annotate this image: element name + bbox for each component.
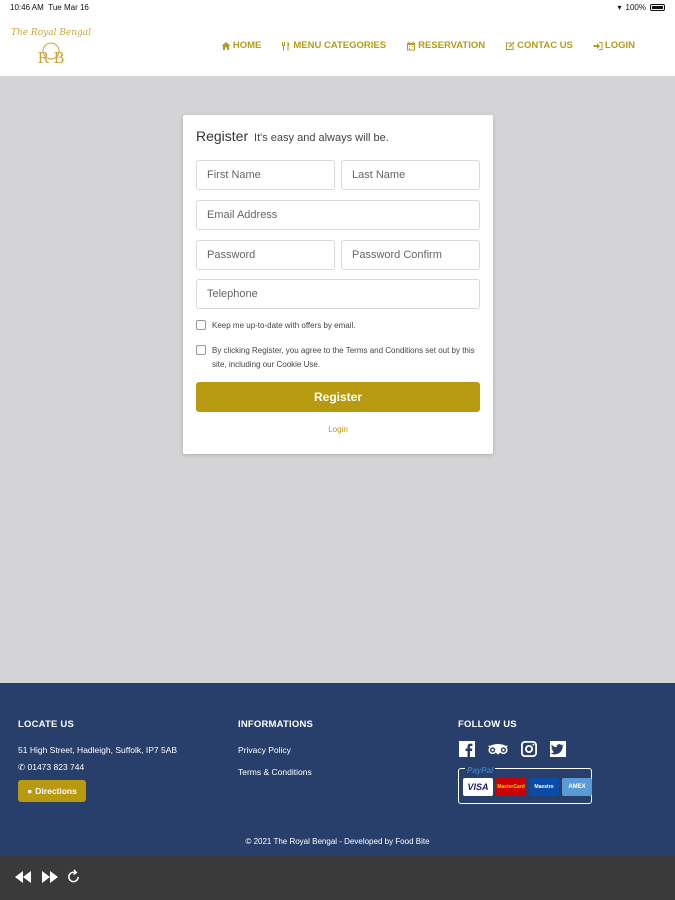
browser-toolbar (0, 855, 675, 900)
phone-icon: ✆ (18, 762, 26, 772)
maestro-icon: Maestro (529, 778, 559, 796)
home-icon (221, 41, 231, 51)
facebook-icon[interactable] (458, 740, 476, 758)
status-bar (0, 0, 675, 16)
last-name-field[interactable]: Last Name (341, 160, 480, 190)
phone-line (18, 759, 177, 776)
telephone-field[interactable]: Telephone (196, 279, 480, 309)
logo[interactable] (10, 22, 92, 72)
nav-menu-categories[interactable]: MENU CATEGORIES (281, 40, 386, 51)
directions-button[interactable]: ● Directions (18, 780, 86, 802)
register-card (183, 115, 493, 454)
social-links (458, 740, 592, 758)
site-header (0, 16, 675, 76)
reload-icon (66, 868, 81, 884)
calendar-icon (406, 41, 416, 51)
address-text: 51 High Street, Hadleigh, Suffolk, IP7 5AB (18, 745, 178, 755)
rewind-icon (14, 869, 32, 885)
fast-forward-icon (41, 869, 59, 885)
nav-reservation[interactable]: RESERVATION (406, 40, 485, 51)
paypal-logo: PayPal (467, 766, 494, 775)
map-marker-icon: ● (27, 786, 33, 796)
offers-checkbox[interactable] (196, 320, 206, 330)
phone-number[interactable]: 01473 823 744 (27, 762, 85, 772)
forward-button[interactable] (41, 869, 59, 890)
reload-button[interactable] (66, 868, 81, 889)
terms-option (196, 344, 480, 372)
wifi-icon: ▾ (617, 3, 622, 12)
battery-icon (650, 4, 665, 11)
follow-us-section (458, 719, 592, 804)
informations-title: INFORMATIONS (238, 719, 314, 730)
offers-option (196, 319, 480, 333)
main-nav (221, 40, 635, 51)
nav-contact-us[interactable]: CONTAC US (505, 40, 573, 51)
privacy-policy-link[interactable]: Privacy Policy (238, 745, 291, 755)
password-confirm-field[interactable]: Password Confirm (341, 240, 480, 270)
email-field[interactable]: Email Address (196, 200, 480, 230)
login-link[interactable]: Login (328, 425, 348, 434)
back-button[interactable] (14, 869, 32, 890)
twitter-icon[interactable] (549, 740, 567, 758)
amex-icon: AMEX (562, 778, 592, 796)
site-footer (0, 683, 675, 855)
follow-us-title: FOLLOW US (458, 719, 517, 730)
first-name-field[interactable]: First Name (196, 160, 335, 190)
register-heading: Register It's easy and always will be. (196, 128, 389, 144)
terms-conditions-link[interactable]: Terms & Conditions (238, 767, 312, 777)
visa-card-icon: VISA (463, 778, 493, 796)
sign-in-icon (593, 41, 603, 51)
offers-label: Keep me up-to-date with offers by email. (212, 321, 356, 330)
battery-percent: 100% (625, 3, 646, 12)
svg-text:The Royal Bengal: The Royal Bengal (10, 28, 92, 38)
terms-label: By clicking Register, you agree to the Terms and Conditions set out by this site, including our Cookie Use. (212, 346, 475, 369)
register-subtitle: It's easy and always will be. (254, 132, 389, 144)
edit-icon (505, 41, 515, 51)
nav-login[interactable]: LOGIN (593, 40, 635, 51)
terms-checkbox[interactable] (196, 345, 206, 355)
password-field[interactable]: Password (196, 240, 335, 270)
mastercard-icon: MasterCard (496, 778, 526, 796)
locate-us-section (18, 719, 177, 802)
status-time: 10:46 AM Tue Mar 16 (10, 3, 89, 12)
instagram-icon[interactable] (520, 740, 538, 758)
tripadvisor-icon[interactable] (487, 740, 509, 758)
locate-us-title: LOCATE US (18, 719, 74, 730)
register-button[interactable]: Register (196, 382, 480, 412)
payment-methods (458, 768, 592, 804)
utensils-icon (281, 41, 291, 51)
nav-home[interactable]: HOME (221, 40, 262, 51)
informations-section (238, 719, 313, 781)
svg-text:R B: R B (37, 49, 65, 67)
copyright-text: © 2021 The Royal Bengal - Developed by Food Bite (245, 837, 430, 846)
